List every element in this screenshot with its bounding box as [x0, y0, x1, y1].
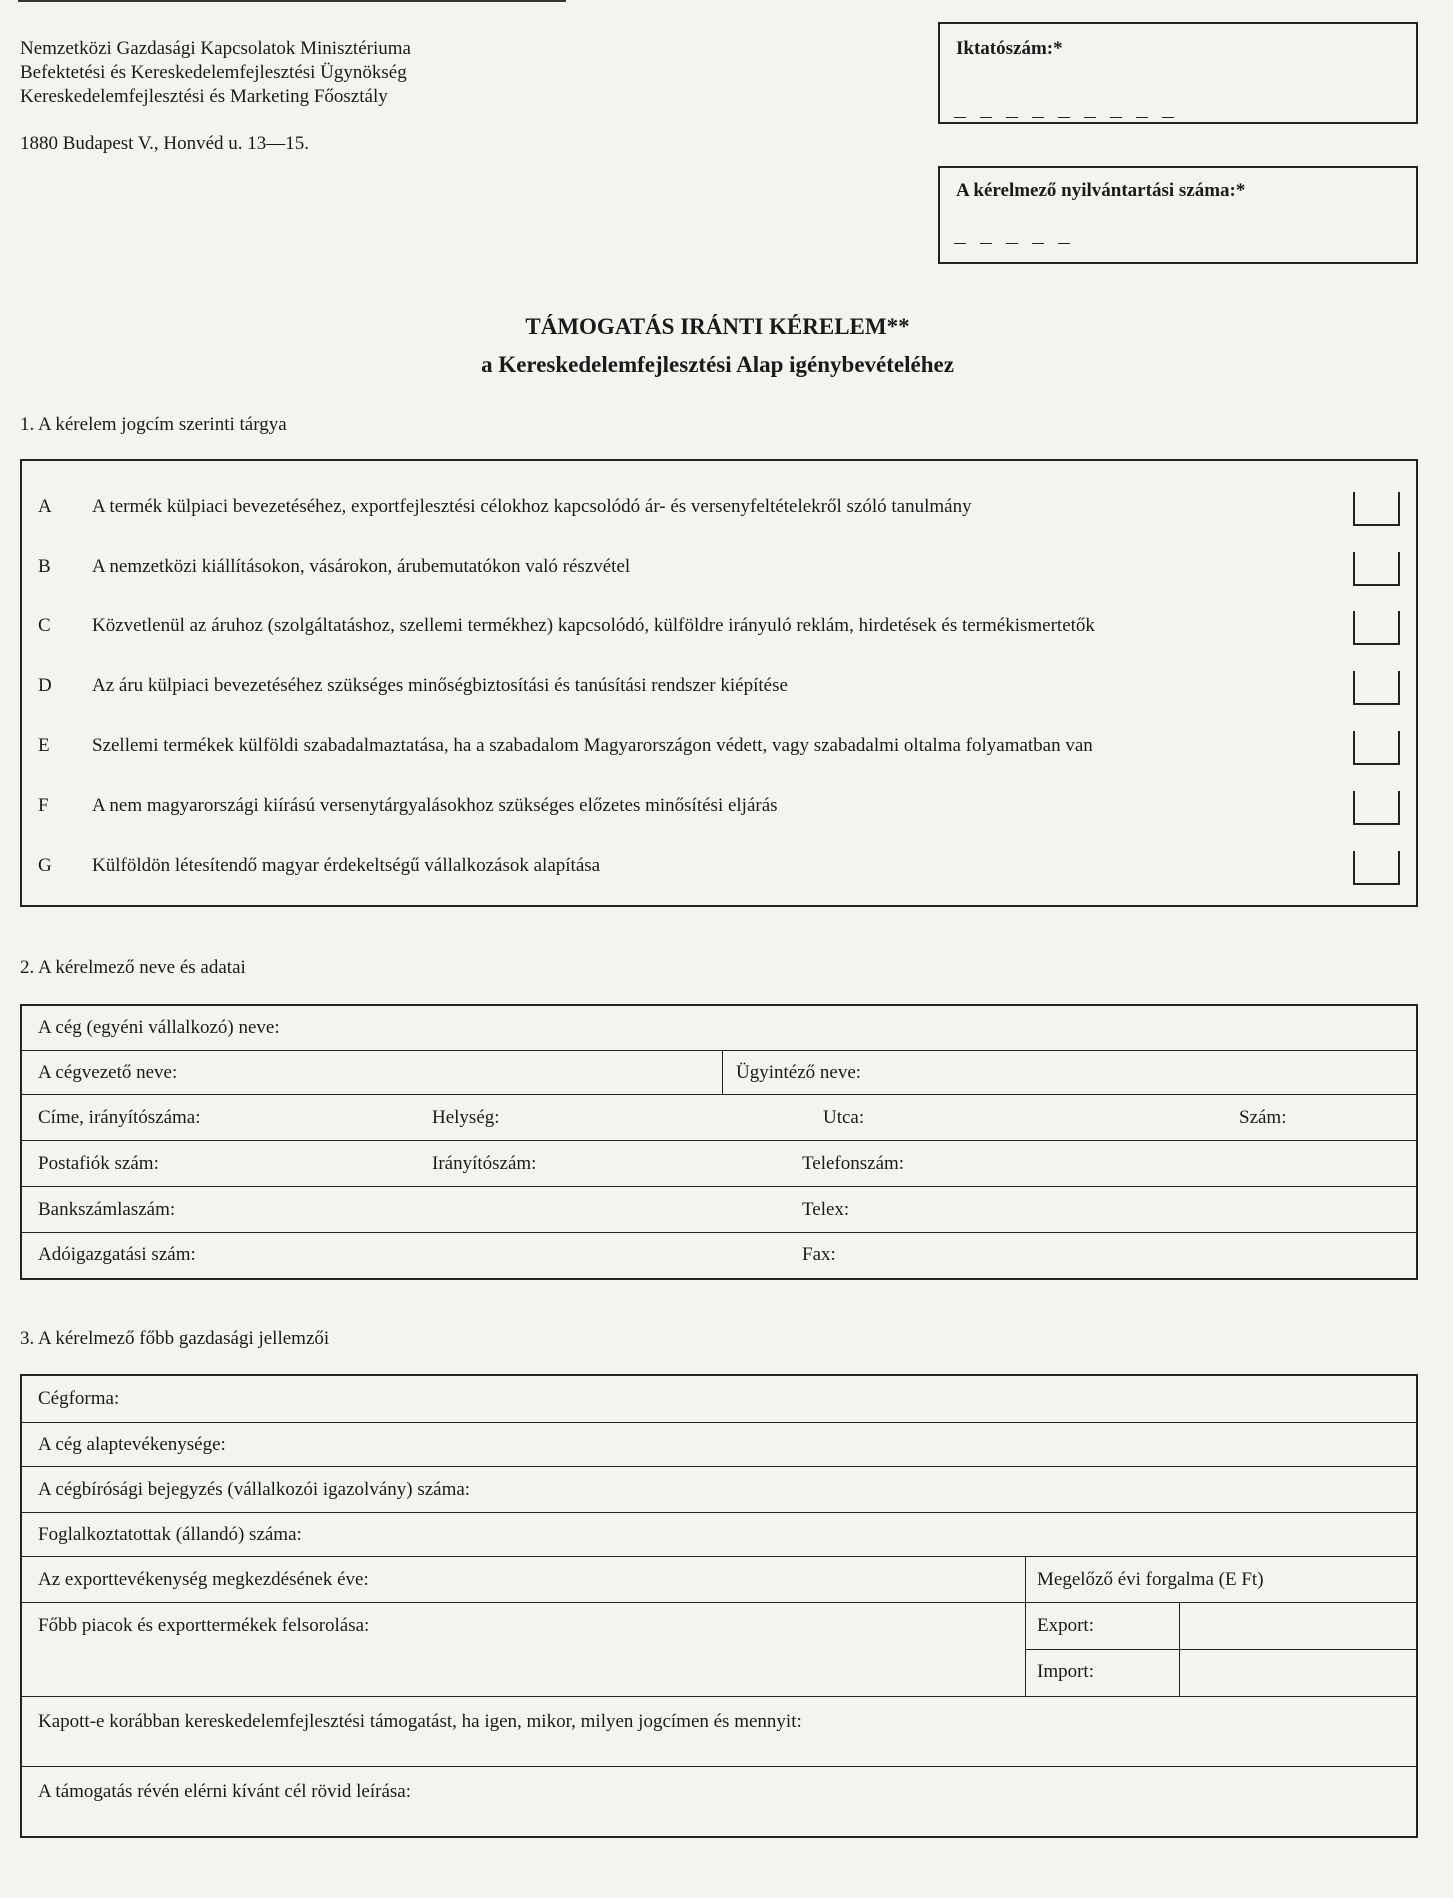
- fax-label: Fax:: [802, 1244, 836, 1265]
- row-kapott[interactable]: [22, 1696, 1416, 1767]
- row-foglalkoztatottak[interactable]: [22, 1512, 1416, 1557]
- divider: [722, 1051, 723, 1095]
- option-c[interactable]: C Közvetlenül az áruhoz (szolgáltatáshoz, szellemi termékhez) kapcsolódó, külföldre irányuló reklám, hirdetések és termékismertetők: [22, 611, 1416, 641]
- option-f[interactable]: F A nem magyarországi kiírású versenytárgyalásokhoz szükséges előzetes minősítési eljárás: [22, 791, 1416, 821]
- row-adoigazgatasi[interactable]: [22, 1232, 1416, 1277]
- issuer-line-1: Nemzetközi Gazdasági Kapcsolatok Minisztériuma: [20, 38, 411, 59]
- section1-heading: 1. A kérelem jogcím szerinti tárgya: [20, 414, 287, 435]
- iranyitoszam-label: Irányítószám:: [432, 1153, 537, 1174]
- cel-label: A támogatás révén elérni kívánt cél rövid leírása:: [38, 1781, 411, 1802]
- cegvezeto-label: A cégvezető neve:: [38, 1062, 178, 1083]
- megelozo-forgalom-label: Megelőző évi forgalma (E Ft): [1037, 1569, 1264, 1590]
- option-g-checkbox[interactable]: [1353, 851, 1400, 885]
- section3-heading: 3. A kérelmező főbb gazdasági jellemzői: [20, 1328, 330, 1349]
- option-b-checkbox[interactable]: [1353, 552, 1400, 586]
- row-cime[interactable]: [22, 1094, 1416, 1141]
- ugyintezo-label: Ügyintéző neve:: [736, 1062, 862, 1083]
- cegbirosagi-label: A cégbírósági bejegyzés (vállalkozói igazolvány) száma:: [38, 1479, 471, 1500]
- row-alaptevekenyseg[interactable]: [22, 1422, 1416, 1467]
- divider: [1179, 1603, 1180, 1697]
- issuer-line-2: Befektetési és Kereskedelemfejlesztési Ügynökség: [20, 62, 407, 83]
- issuer-line-3: Kereskedelemfejlesztési és Marketing Főosztály: [20, 86, 388, 107]
- option-f-checkbox[interactable]: [1353, 791, 1400, 825]
- row-ceg-neve[interactable]: [22, 1006, 1416, 1050]
- nyilvantartasi-box[interactable]: [938, 166, 1418, 264]
- section2-table: [20, 1004, 1418, 1280]
- nyilvantartasi-label: A kérelmező nyilvántartási száma:*: [956, 180, 1246, 201]
- piacok-label: Főbb piacok és exporttermékek felsorolása:: [38, 1615, 370, 1636]
- section2-heading: 2. A kérelmező neve és adatai: [20, 957, 246, 978]
- export-kezdes-label: Az exporttevékenység megkezdésének éve:: [38, 1569, 369, 1590]
- issuer-block: [20, 37, 411, 109]
- row-cegvezeto[interactable]: [22, 1050, 1416, 1095]
- helyseg-label: Helység:: [432, 1107, 500, 1128]
- divider: [1025, 1557, 1026, 1603]
- issuer-address: 1880 Budapest V., Honvéd u. 13—15.: [20, 133, 310, 154]
- row-cegbirosagi[interactable]: [22, 1466, 1416, 1513]
- foglalkoztatottak-label: Foglalkoztatottak (állandó) száma:: [38, 1524, 302, 1545]
- iktatoszam-blanks: _ _ _ _ _ _ _ _ _: [954, 100, 1176, 123]
- form-title: TÁMOGATÁS IRÁNTI KÉRELEM**: [525, 314, 910, 339]
- telefonszam-label: Telefonszám:: [802, 1153, 905, 1174]
- export-label: Export:: [1037, 1615, 1094, 1636]
- option-d-checkbox[interactable]: [1353, 671, 1400, 705]
- option-e-checkbox[interactable]: [1353, 731, 1400, 765]
- row-cel[interactable]: [22, 1766, 1416, 1835]
- top-rule: [18, 0, 566, 2]
- option-c-checkbox[interactable]: [1353, 611, 1400, 645]
- szam-label: Szám:: [1239, 1107, 1287, 1128]
- section3-table: [20, 1374, 1418, 1838]
- option-a[interactable]: A A termék külpiaci bevezetéséhez, exportfejlesztési célokhoz kapcsolódó ár- és versenyfeltételekről szóló tanulmány: [22, 492, 1416, 522]
- row-bankszamla[interactable]: [22, 1186, 1416, 1233]
- row-cegforma[interactable]: [22, 1376, 1416, 1422]
- nyilvantartasi-blanks: _ _ _ _ _: [954, 226, 1072, 249]
- row-postafiok[interactable]: [22, 1140, 1416, 1187]
- bankszamla-label: Bankszámlaszám:: [38, 1199, 176, 1220]
- cime-label: Címe, irányítószáma:: [38, 1107, 201, 1128]
- alaptevekenyseg-label: A cég alaptevékenysége:: [38, 1434, 226, 1455]
- option-b[interactable]: B A nemzetközi kiállításokon, vásárokon, árubemutatókon való részvétel: [22, 552, 1416, 582]
- form-subtitle: a Kereskedelemfejlesztési Alap igénybevételéhez: [481, 352, 954, 377]
- row-piacok[interactable]: [22, 1602, 1416, 1697]
- option-e[interactable]: E Szellemi termékek külföldi szabadalmaztatása, ha a szabadalom Magyarországon védett, vagy szabadalmi oltalma folyamatban van: [22, 731, 1416, 761]
- option-g[interactable]: G Külföldön létesítendő magyar érdekeltségű vállalkozások alapítása: [22, 851, 1416, 881]
- divider: [1025, 1603, 1026, 1697]
- iktatoszam-label: Iktatószám:*: [956, 38, 1063, 59]
- option-d[interactable]: D Az áru külpiaci bevezetéséhez szükséges minőségbiztosítási és tanúsítási rendszer kiépítése: [22, 671, 1416, 701]
- postafiok-label: Postafiók szám:: [38, 1153, 159, 1174]
- telex-label: Telex:: [802, 1199, 850, 1220]
- option-a-checkbox[interactable]: [1353, 492, 1400, 526]
- adoigazgatasi-label: Adóigazgatási szám:: [38, 1244, 196, 1265]
- cegforma-label: Cégforma:: [38, 1388, 120, 1409]
- ceg-neve-label: A cég (egyéni vállalkozó) neve:: [38, 1017, 280, 1038]
- import-label: Import:: [1037, 1661, 1094, 1682]
- section1-options-box: [20, 459, 1418, 907]
- kapott-label: Kapott-e korábban kereskedelemfejlesztési támogatást, ha igen, mikor, milyen jogcímen és mennyit:: [38, 1711, 802, 1732]
- utca-label: Utca:: [823, 1107, 865, 1128]
- iktatoszam-box[interactable]: [938, 22, 1418, 124]
- row-export-kezdes[interactable]: [22, 1556, 1416, 1603]
